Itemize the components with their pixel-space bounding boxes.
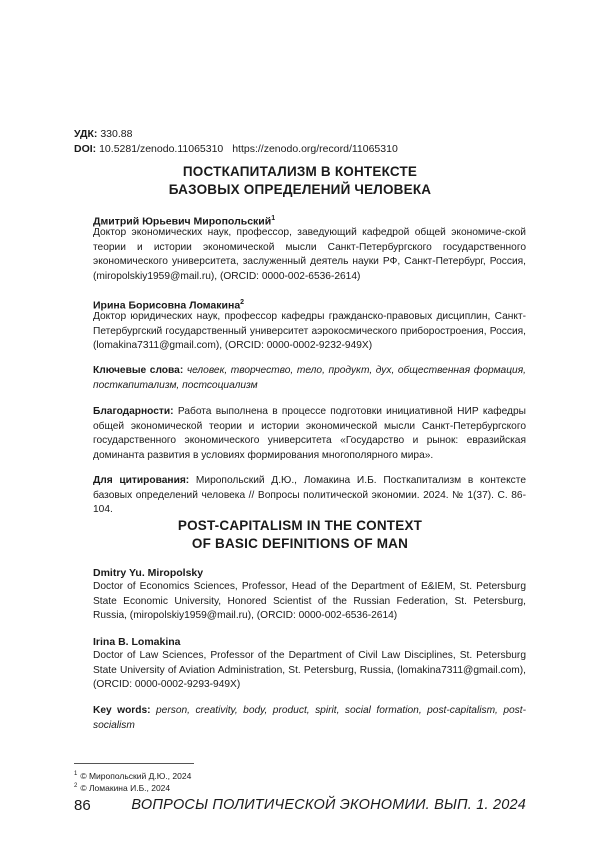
acknowledgements-label: Благодарности: [93, 406, 174, 417]
author1-en-description: Doctor of Economics Sciences, Professor, Head of the Department of E&IEM, St. Petersburg State Economic University, Honored Scientist of the Russian Federation, St. Petersburg, Russia, (miropolskiy1959@mail.ru), (ORCID: 0000-002-6536-2614) [93, 581, 526, 621]
acknowledgements-ru [93, 405, 526, 463]
citation-ru [93, 474, 526, 518]
acknowledgements-text: Работа выполнена в процессе подготовки инициативной НИР кафедры общей экономической теории и истории экономической мысли Санкт-Петербургского государственного экономического университета «Государство и рынок: евразийская доминанта развития в условиях формирования многополярного мира». [93, 406, 526, 461]
keywords-en-text: person, creativity, body, product, spirit, social formation, post-capitalism, post-socialism [93, 705, 526, 731]
author1-ru-name-text: Дмитрий Юрьевич Миропольский [93, 215, 272, 228]
author2-ru-name-text: Ирина Борисовна Ломакина [93, 299, 241, 312]
title-en [74, 517, 526, 553]
author1-en-name: Dmitry Yu. Miropolsky [93, 567, 204, 579]
title-ru-line1: ПОСТКАПИТАЛИЗМ В КОНТЕКСТЕ [182, 164, 418, 179]
keywords-ru-text: человек, творчество, тело, продукт, дух, общественная формация, посткапитализм, постсоциализм [93, 365, 526, 391]
author2-en-name: Irina B. Lomakina [93, 636, 181, 648]
citation-text: Миропольский Д.Ю., Ломакина И.Б. Посткапитализм в контексте базовых определений человека // Вопросы политической экономии. 2024. № 1(37). С. 86-104. [93, 475, 526, 515]
author1-ru-description: Доктор экономических наук, профессор, заведующий кафедрой общей экономиче-ской теории и истории экономической мысли Санкт-Петербургского государственного экономического университета, заслуженный деятель науки РФ, Санкт-Петербург, Россия, (miropolskiy1959@mail.ru), (ORCID: 0000-002-6536-2614) [93, 227, 526, 282]
footnote-2-text: © Ломакина И.Б., 2024 [80, 782, 171, 793]
footnote-2 [74, 780, 170, 794]
udk-value: 330.88 [100, 128, 133, 140]
title-en-line1: POST-CAPITALISM IN THE CONTEXT [177, 518, 423, 533]
footnote-1-number: 1 [74, 771, 78, 777]
article-meta [74, 127, 398, 157]
author2-ru-description: Доктор юридических наук, профессор кафедры гражданско-правовых дисциплин, Санкт-Петербургский государственный университет аэрокосмического приборостроения, Россия, (lomakina7311@gmail.com), (ORCID: 0000-0002-9232-949X) [93, 311, 526, 351]
page-number: 86 [74, 797, 91, 814]
title-ru [74, 163, 526, 199]
keywords-en-label: Key words: [93, 705, 151, 716]
keywords-ru-label: Ключевые слова: [93, 365, 184, 376]
journal-running-footer: ВОПРОСЫ ПОЛИТИЧЕСКОЙ ЭКОНОМИИ. ВЫП. 1. 2024 [131, 797, 526, 813]
udk-line [74, 127, 398, 142]
doi-line [74, 142, 398, 157]
footnote-divider [74, 763, 194, 764]
author1-ru-footnote-ref: 1 [271, 215, 276, 222]
doi-value[interactable]: 10.5281/zenodo.11065310 [99, 143, 224, 155]
doi-label: DOI: [74, 143, 97, 155]
citation-label: Для цитирования: [93, 475, 190, 486]
doi-url[interactable]: https://zenodo.org/record/11065310 [232, 143, 398, 155]
author2-ru-footnote-ref: 2 [240, 299, 245, 306]
udk-label: УДК: [74, 128, 98, 140]
title-ru-line2: БАЗОВЫХ ОПРЕДЕЛЕНИЙ ЧЕЛОВЕКА [168, 182, 432, 197]
footnote-1-text: © Миропольский Д.Ю., 2024 [80, 770, 192, 781]
author2-en-description: Doctor of Law Sciences, Professor of the Department of Civil Law Disciplines, St. Petersburg State University of Aviation Administration, St. Petersburg, Russia, (lomakina7311@gmail.com), (ORCID: 0000-0002-9293-949X) [93, 650, 526, 690]
title-en-line2: OF BASIC DEFINITIONS OF MAN [191, 536, 409, 551]
footnote-2-number: 2 [74, 783, 78, 789]
keywords-ru [93, 364, 526, 393]
keywords-en [93, 704, 526, 733]
